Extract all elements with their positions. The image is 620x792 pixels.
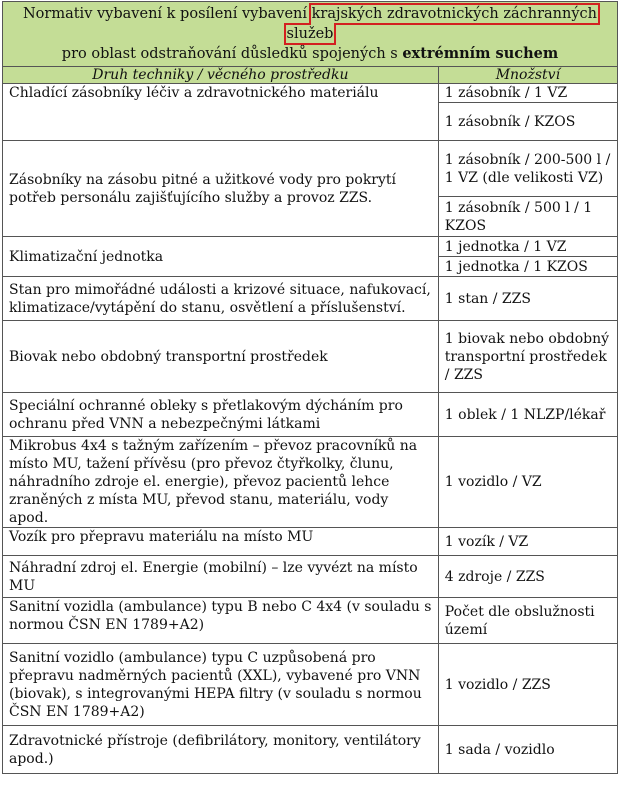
row-quantity: 1 oblek / 1 NLZP/lékař: [438, 393, 617, 437]
row-quantity: 1 jednotka / 1 VZ: [438, 237, 617, 257]
row-quantity: 1 sada / vozidlo: [438, 726, 617, 774]
row-quantity: 1 vozík / VZ: [438, 528, 617, 556]
row-item: Speciální ochranné obleky s přetlakovým dýcháním pro ochranu před VNN a nebezpečnými látkami: [3, 393, 439, 437]
table-title: [3, 2, 618, 67]
row-item: Stan pro mimořádné události a krizové situace, nafukovací, klimatizace/vytápění do stanu, osvětlení a příslušenství.: [3, 277, 439, 321]
title-highlight: krajských zdravotnických záchranných služeb: [286, 6, 598, 42]
row-item-text: Chladící zásobníky léčiv a zdravotnického materiálu: [9, 85, 379, 101]
row-item: Biovak nebo obdobný transportní prostředek: [3, 321, 439, 393]
title-part2: pro oblast odstraňování důsledků spojených s: [61, 46, 403, 62]
row-item: Vozík pro přepravu materiálu na místo MU: [3, 528, 439, 556]
row-item: Klimatizační jednotka: [3, 237, 439, 277]
row-item: Zdravotnické přístroje (defibrilátory, monitory, ventilátory apod.): [3, 726, 439, 774]
row-item: Zásobníky na zásobu pitné a užitkové vody pro pokrytí potřeb personálu zajišťujícího služby a provoz ZZS.: [3, 141, 439, 237]
row-quantity: 1 jednotka / 1 KZOS: [438, 257, 617, 277]
header-type: Druh techniky / věcného prostředku: [3, 67, 439, 84]
row-item: Sanitní vozidla (ambulance) typu B nebo C 4x4 (v souladu s normou ČSN EN 1789+A2): [3, 598, 439, 644]
row-item: Sanitní vozidlo (ambulance) typu C uzpůsobená pro přepravu nadměrných pacientů (XXL), vybavené pro VNN (biovak), s integrovanými HEPA filtry (v souladu s normou ČSN EN 1789+A2): [3, 644, 439, 726]
row-quantity: 1 zásobník / KZOS: [438, 103, 617, 141]
row-quantity: 1 biovak nebo obdobný transportní prostředek / ZZS: [438, 321, 617, 393]
row-quantity: 1 zásobník / 1 VZ: [438, 84, 617, 103]
row-quantity: Počet dle obslužnosti území: [438, 598, 617, 644]
row-item: [3, 84, 439, 141]
row-quantity: 1 vozidlo / ZZS: [438, 644, 617, 726]
row-item: Mikrobus 4x4 s tažným zařízením – převoz pracovníků na místo MU, tažení přívěsu (pro převoz čtyřkolky, člunu, náhradního zdroje el. energie), převoz pacientů lehce zraněných z místa MU, převod stanu, materiálu, vody apod.: [3, 437, 439, 528]
equipment-norm-table: [2, 1, 618, 774]
row-quantity: 1 zásobník / 200-500 l / 1 VZ (dle velikosti VZ): [438, 141, 617, 197]
title-part1: Normativ vybavení k posílení vybavení: [22, 6, 312, 22]
title-bold: extrémním suchem: [402, 45, 559, 62]
row-item: Náhradní zdroj el. Energie (mobilní) – lze vyvézt na místo MU: [3, 556, 439, 598]
row-quantity: 4 zdroje / ZZS: [438, 556, 617, 598]
row-quantity: 1 vozidlo / VZ: [438, 437, 617, 528]
row-quantity: 1 zásobník / 500 l / 1 KZOS: [438, 197, 617, 237]
header-quantity: Množství: [438, 67, 617, 84]
row-quantity: 1 stan / ZZS: [438, 277, 617, 321]
